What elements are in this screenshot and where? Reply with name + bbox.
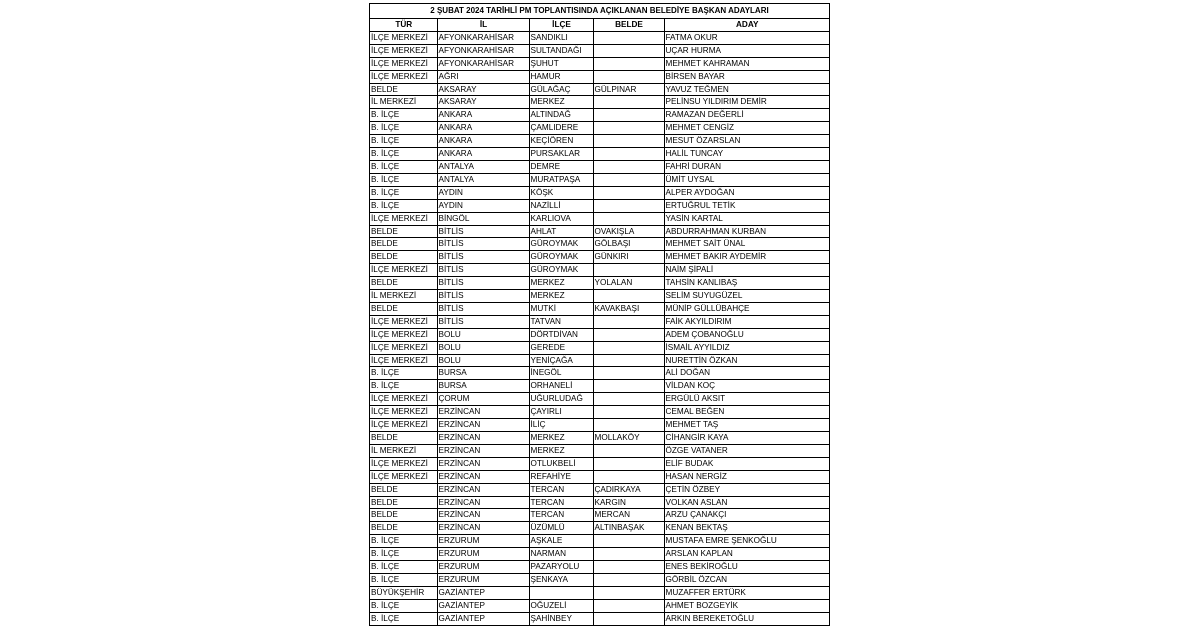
cell-il: ANTALYA [437,173,529,186]
cell-tur: BELDE [370,509,437,522]
table-row [370,599,829,612]
cell-il: BİNGÖL [437,212,529,225]
table-row [370,522,829,535]
cell-aday: ÖZGE VATANER [664,444,829,457]
cell-ilce: GÜROYMAK [529,264,593,277]
cell-tur: İL MERKEZİ [370,444,437,457]
table-row [370,496,829,509]
table-row [370,406,829,419]
table-row [370,444,829,457]
table-row [370,173,829,186]
table-row [370,264,829,277]
cell-il: BİTLİS [437,277,529,290]
column-header-il: İL [437,19,529,31]
cell-belde [593,573,664,586]
cell-tur: B. İLÇE [370,599,437,612]
cell-il: ERZİNCAN [437,483,529,496]
cell-il: ERZİNCAN [437,444,529,457]
cell-ilce: GÜLAĞAÇ [529,83,593,96]
table-row [370,509,829,522]
cell-ilce: NARMAN [529,548,593,561]
cell-il: ERZİNCAN [437,457,529,470]
cell-il: ERZİNCAN [437,496,529,509]
column-header-belde: BELDE [593,19,664,31]
table-row [370,393,829,406]
cell-ilce: ŞUHUT [529,57,593,70]
table-row [370,109,829,122]
cell-ilce: PAZARYOLU [529,561,593,574]
cell-il: AFYONKARAHİSAR [437,44,529,57]
cell-tur: BELDE [370,496,437,509]
cell-tur: İLÇE MERKEZİ [370,328,437,341]
cell-belde: ALTINBAŞAK [593,522,664,535]
cell-ilce: OTLUKBELİ [529,457,593,470]
cell-ilce: KÖŞK [529,186,593,199]
cell-il: ERZURUM [437,535,529,548]
cell-aday: MUSTAFA EMRE ŞENKOĞLU [664,535,829,548]
cell-tur: İLÇE MERKEZİ [370,264,437,277]
cell-aday: ALİ DOĞAN [664,367,829,380]
cell-ilce: TERCAN [529,496,593,509]
cell-tur: B. İLÇE [370,535,437,548]
cell-tur: İLÇE MERKEZİ [370,57,437,70]
cell-belde [593,290,664,303]
cell-belde [593,186,664,199]
cell-tur: B. İLÇE [370,160,437,173]
cell-ilce: MURATPAŞA [529,173,593,186]
cell-tur: BELDE [370,302,437,315]
cell-il: ERZİNCAN [437,419,529,432]
cell-tur: B. İLÇE [370,367,437,380]
cell-ilce: MUTKİ [529,302,593,315]
cell-belde [593,135,664,148]
cell-il: AYDIN [437,199,529,212]
cell-aday: CİHANGİR KAYA [664,432,829,445]
cell-belde: KARGIN [593,496,664,509]
cell-aday: FATMA OKUR [664,31,829,44]
cell-belde: GÖLBAŞI [593,238,664,251]
cell-ilce [529,586,593,599]
cell-il: BOLU [437,354,529,367]
cell-il: ERZURUM [437,573,529,586]
cell-belde [593,122,664,135]
cell-il: BOLU [437,341,529,354]
cell-tur: B. İLÇE [370,561,437,574]
cell-aday: RAMAZAN DEĞERLİ [664,109,829,122]
cell-ilce: PURSAKLAR [529,148,593,161]
table-row [370,148,829,161]
cell-aday: ARKIN BEREKETOĞLU [664,612,829,624]
cell-il: GAZİANTEP [437,586,529,599]
cell-il: AYDIN [437,186,529,199]
cell-tur: İLÇE MERKEZİ [370,70,437,83]
table-row [370,212,829,225]
cell-tur: BELDE [370,251,437,264]
cell-aday: ENES BEKİROĞLU [664,561,829,574]
cell-tur: İLÇE MERKEZİ [370,419,437,432]
cell-ilce: MERKEZ [529,96,593,109]
cell-ilce: GÜROYMAK [529,238,593,251]
cell-il: BİTLİS [437,315,529,328]
cell-belde [593,444,664,457]
cell-aday: ALPER AYDOĞAN [664,186,829,199]
cell-aday: UÇAR HURMA [664,44,829,57]
cell-il: AĞRI [437,70,529,83]
cell-aday: MUZAFFER ERTÜRK [664,586,829,599]
cell-tur: İLÇE MERKEZİ [370,354,437,367]
column-header-ilce: İLÇE [529,19,593,31]
cell-belde: ÇADIRKAYA [593,483,664,496]
cell-ilce: ÇAMLIDERE [529,122,593,135]
cell-ilce: SANDIKLI [529,31,593,44]
cell-aday: İSMAİL AYYILDIZ [664,341,829,354]
table-body [370,31,829,624]
table-row [370,83,829,96]
cell-ilce: YENİÇAĞA [529,354,593,367]
cell-il: ERZİNCAN [437,522,529,535]
cell-belde [593,44,664,57]
cell-aday: ARZU ÇANAKÇI [664,509,829,522]
cell-aday: ÇETİN ÖZBEY [664,483,829,496]
cell-aday: VOLKAN ASLAN [664,496,829,509]
cell-il: ANTALYA [437,160,529,173]
table-row [370,160,829,173]
cell-ilce: MERKEZ [529,432,593,445]
cell-aday: HALİL TUNCAY [664,148,829,161]
cell-belde [593,535,664,548]
cell-belde [593,148,664,161]
cell-belde [593,31,664,44]
cell-il: BİTLİS [437,264,529,277]
cell-tur: B. İLÇE [370,380,437,393]
cell-aday: ARSLAN KAPLAN [664,548,829,561]
cell-belde [593,264,664,277]
cell-il: BİTLİS [437,302,529,315]
cell-aday: ERTUĞRUL TETİK [664,199,829,212]
cell-belde: YOLALAN [593,277,664,290]
cell-belde [593,457,664,470]
cell-aday: CEMAL BEĞEN [664,406,829,419]
table-row [370,483,829,496]
cell-il: BİTLİS [437,290,529,303]
cell-il: ERZURUM [437,548,529,561]
cell-tur: BELDE [370,483,437,496]
cell-aday: ABDURRAHMAN KURBAN [664,225,829,238]
table-row [370,44,829,57]
cell-ilce: ŞENKAYA [529,573,593,586]
table-row [370,199,829,212]
table-row [370,225,829,238]
cell-tur: B. İLÇE [370,186,437,199]
table-row [370,367,829,380]
cell-tur: BÜYÜKŞEHİR [370,586,437,599]
cell-tur: İLÇE MERKEZİ [370,406,437,419]
cell-belde [593,212,664,225]
cell-aday: VİLDAN KOÇ [664,380,829,393]
column-header-tur: TÜR [370,19,437,31]
cell-aday: NURETTİN ÖZKAN [664,354,829,367]
cell-tur: İL MERKEZİ [370,290,437,303]
cell-belde [593,561,664,574]
cell-aday: MEHMET KAHRAMAN [664,57,829,70]
cell-ilce: KEÇİÖREN [529,135,593,148]
cell-il: AKSARAY [437,96,529,109]
cell-belde [593,470,664,483]
cell-belde: KAVAKBAŞI [593,302,664,315]
cell-tur: B. İLÇE [370,148,437,161]
cell-tur: B. İLÇE [370,612,437,624]
cell-aday: ÜMİT UYSAL [664,173,829,186]
table-row [370,328,829,341]
cell-belde [593,160,664,173]
cell-aday: YASİN KARTAL [664,212,829,225]
cell-aday: PELİNSU YILDIRIM DEMİR [664,96,829,109]
cell-belde [593,586,664,599]
cell-il: AKSARAY [437,83,529,96]
table-row [370,251,829,264]
table-row [370,31,829,44]
cell-belde [593,70,664,83]
cell-ilce: DÖRTDİVAN [529,328,593,341]
cell-il: ERZİNCAN [437,432,529,445]
table-row [370,290,829,303]
cell-aday: HASAN NERGİZ [664,470,829,483]
cell-aday: MEHMET SAİT ÜNAL [664,238,829,251]
cell-ilce: GÜROYMAK [529,251,593,264]
cell-aday: AHMET BOZGEYİK [664,599,829,612]
table-row [370,561,829,574]
cell-belde: MERCAN [593,509,664,522]
table-row [370,548,829,561]
candidate-table-sheet [369,3,830,626]
cell-belde [593,57,664,70]
cell-aday: MÜNİP GÜLLÜBAHÇE [664,302,829,315]
cell-il: BİTLİS [437,225,529,238]
cell-belde [593,328,664,341]
table-row [370,612,829,624]
table-row [370,419,829,432]
table-row [370,96,829,109]
cell-aday: FAİK AKYILDIRIM [664,315,829,328]
cell-tur: İLÇE MERKEZİ [370,44,437,57]
cell-belde [593,96,664,109]
table-row [370,186,829,199]
cell-tur: İLÇE MERKEZİ [370,31,437,44]
cell-ilce: UĞURLUDAĞ [529,393,593,406]
cell-ilce: AHLAT [529,225,593,238]
cell-belde [593,406,664,419]
cell-belde [593,599,664,612]
cell-aday: ERGÜLÜ AKSIT [664,393,829,406]
cell-tur: İLÇE MERKEZİ [370,212,437,225]
cell-ilce: SULTANDAĞI [529,44,593,57]
cell-tur: BELDE [370,432,437,445]
cell-ilce: OĞUZELİ [529,599,593,612]
cell-belde [593,341,664,354]
cell-il: ANKARA [437,122,529,135]
cell-tur: B. İLÇE [370,548,437,561]
cell-aday: FAHRİ DURAN [664,160,829,173]
table-row [370,432,829,445]
cell-aday: SELİM SUYUGÜZEL [664,290,829,303]
cell-belde [593,548,664,561]
table-row [370,70,829,83]
cell-il: GAZİANTEP [437,599,529,612]
cell-belde [593,393,664,406]
cell-ilce: REFAHİYE [529,470,593,483]
cell-aday: NAİM ŞİPALİ [664,264,829,277]
cell-il: AFYONKARAHİSAR [437,57,529,70]
cell-tur: BELDE [370,238,437,251]
cell-tur: B. İLÇE [370,122,437,135]
table-row [370,135,829,148]
cell-belde [593,199,664,212]
table-row [370,277,829,290]
table-row [370,470,829,483]
cell-tur: B. İLÇE [370,173,437,186]
cell-ilce: DEMRE [529,160,593,173]
cell-ilce: GEREDE [529,341,593,354]
cell-ilce: MERKEZ [529,290,593,303]
table-row [370,341,829,354]
cell-il: AFYONKARAHİSAR [437,31,529,44]
cell-il: ERZURUM [437,561,529,574]
cell-belde: MOLLAKÖY [593,432,664,445]
cell-belde [593,419,664,432]
cell-ilce: MERKEZ [529,444,593,457]
cell-ilce: ALTINDAĞ [529,109,593,122]
cell-tur: İLÇE MERKEZİ [370,457,437,470]
cell-belde: OVAKIŞLA [593,225,664,238]
candidate-table [370,19,829,625]
cell-aday: MESUT ÖZARSLAN [664,135,829,148]
cell-belde: GÜLPINAR [593,83,664,96]
cell-tur: İLÇE MERKEZİ [370,393,437,406]
cell-aday: KENAN BEKTAŞ [664,522,829,535]
cell-tur: BELDE [370,277,437,290]
table-row [370,354,829,367]
table-row [370,302,829,315]
cell-aday: ADEM ÇOBANOĞLU [664,328,829,341]
cell-il: ANKARA [437,109,529,122]
table-row [370,573,829,586]
table-row [370,380,829,393]
cell-ilce: ÜZÜMLÜ [529,522,593,535]
cell-il: BURSA [437,367,529,380]
cell-tur: İLÇE MERKEZİ [370,470,437,483]
table-row [370,535,829,548]
cell-aday: MEHMET CENGİZ [664,122,829,135]
table-row [370,315,829,328]
cell-belde [593,612,664,624]
table-row [370,57,829,70]
cell-il: ANKARA [437,135,529,148]
cell-il: BURSA [437,380,529,393]
column-header-aday: ADAY [664,19,829,31]
cell-belde [593,367,664,380]
cell-tur: BELDE [370,522,437,535]
cell-belde: GÜNKIRI [593,251,664,264]
cell-tur: İL MERKEZİ [370,96,437,109]
cell-ilce: NAZİLLİ [529,199,593,212]
cell-aday: BİRSEN BAYAR [664,70,829,83]
cell-tur: B. İLÇE [370,573,437,586]
cell-tur: B. İLÇE [370,199,437,212]
cell-aday: GÖRBİL ÖZCAN [664,573,829,586]
cell-ilce: İLİÇ [529,419,593,432]
cell-il: ERZİNCAN [437,470,529,483]
cell-aday: MEHMET BAKIR AYDEMİR [664,251,829,264]
cell-ilce: HAMUR [529,70,593,83]
cell-tur: İLÇE MERKEZİ [370,341,437,354]
cell-belde [593,315,664,328]
cell-il: ERZİNCAN [437,406,529,419]
cell-ilce: MERKEZ [529,277,593,290]
cell-belde [593,354,664,367]
cell-ilce: İNEGÖL [529,367,593,380]
header-row [370,19,829,31]
cell-il: BOLU [437,328,529,341]
cell-belde [593,109,664,122]
cell-ilce: TERCAN [529,483,593,496]
cell-aday: TAHSİN KANLIBAŞ [664,277,829,290]
cell-ilce: TATVAN [529,315,593,328]
cell-ilce: KARLIOVA [529,212,593,225]
cell-il: ÇORUM [437,393,529,406]
cell-il: BİTLİS [437,238,529,251]
table-row [370,238,829,251]
cell-belde [593,380,664,393]
cell-tur: BELDE [370,83,437,96]
table-row [370,586,829,599]
cell-tur: B. İLÇE [370,135,437,148]
cell-tur: BELDE [370,225,437,238]
cell-tur: B. İLÇE [370,109,437,122]
cell-ilce: ŞAHİNBEY [529,612,593,624]
cell-ilce: AŞKALE [529,535,593,548]
cell-il: GAZİANTEP [437,612,529,624]
cell-il: BİTLİS [437,251,529,264]
table-row [370,457,829,470]
cell-aday: YAVUZ TEĞMEN [664,83,829,96]
cell-il: ANKARA [437,148,529,161]
cell-aday: ELİF BUDAK [664,457,829,470]
cell-belde [593,173,664,186]
cell-ilce: TERCAN [529,509,593,522]
cell-ilce: ÇAYIRLI [529,406,593,419]
cell-aday: MEHMET TAŞ [664,419,829,432]
cell-il: ERZİNCAN [437,509,529,522]
cell-ilce: ORHANELİ [529,380,593,393]
cell-tur: İLÇE MERKEZİ [370,315,437,328]
table-row [370,122,829,135]
table-title: 2 ŞUBAT 2024 TARİHLİ PM TOPLANTISINDA AÇIKLANAN BELEDİYE BAŞKAN ADAYLARI [370,4,829,19]
